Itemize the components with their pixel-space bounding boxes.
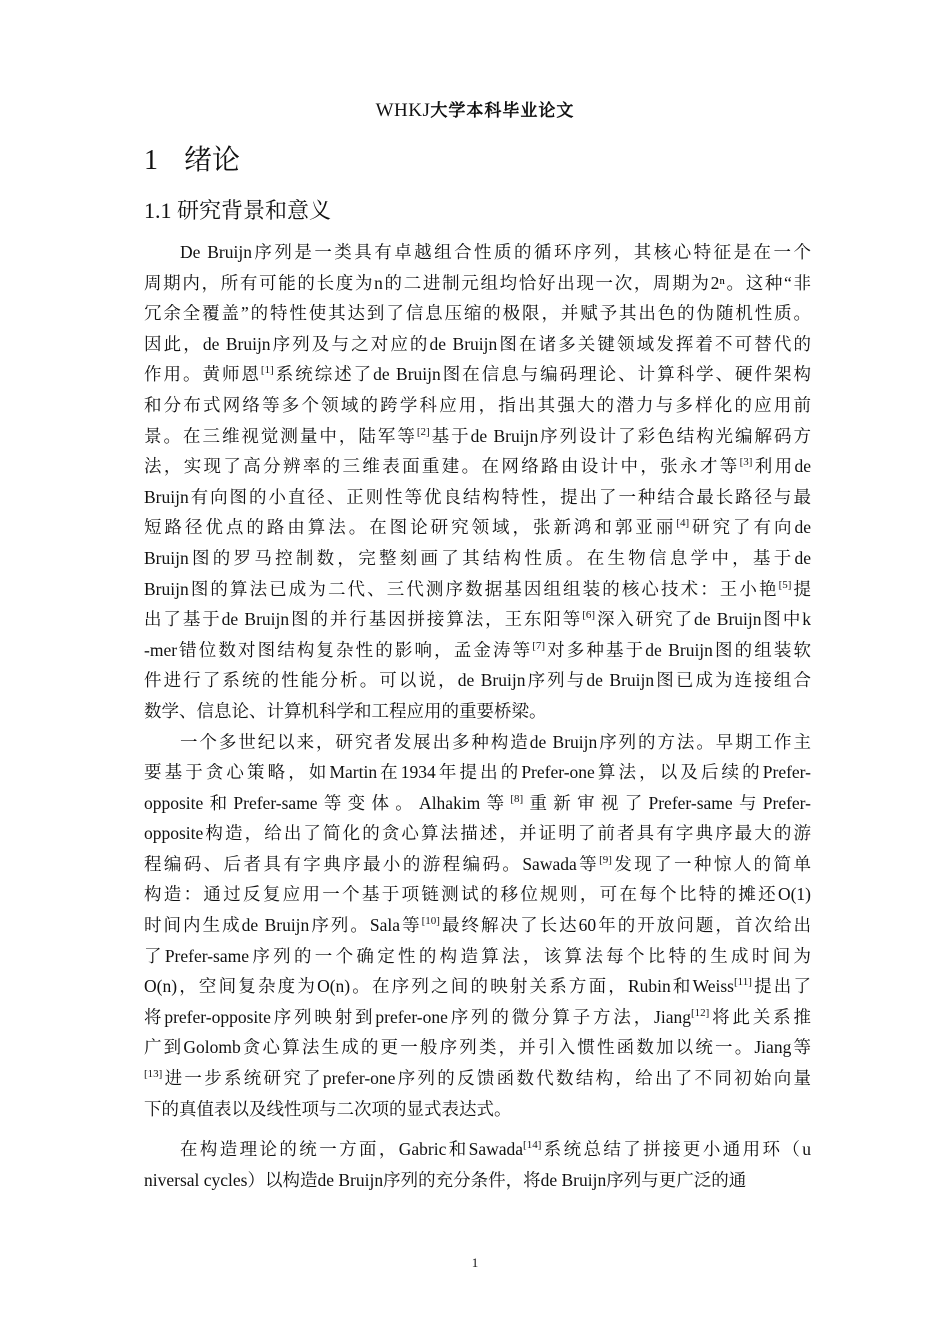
text-line: 法，实现了高分辨率的三维表面重建。在网络路由设计中，张永才等[3]利用de (144, 456, 811, 477)
text-line: 了Prefer-same序列的一个确定性的构造算法，该算法每个比特的生成时间为 (144, 945, 811, 966)
paragraph (144, 237, 811, 727)
text-line: 作用。黄师恩[1]系统综述了de Bruijn图在信息与编码理论、计算科学、硬件架构 (144, 364, 811, 385)
section-title: 研究背景和意义 (177, 199, 332, 224)
text-line: 件进行了系统的性能分析。可以说，de Bruijn序列与de Bruijn图已成为连接组合 (144, 670, 811, 691)
text-line: 下的真值表以及线性项与二次项的显式表达式。 (144, 1098, 512, 1119)
header-title-suffix: 大学本科毕业论文 (430, 101, 575, 121)
text-line: 将prefer-opposite序列映射到prefer-one序列的微分算子方法，Jiang[12]将此关系推 (144, 1006, 811, 1027)
citation: [14] (523, 1139, 542, 1152)
text-line: 短路径优点的路由算法。在图论研究领域，张新鸿和郭亚丽[4]研究了有向de (144, 517, 811, 538)
section-heading (144, 194, 331, 225)
text-line: Bruijn图的罗马控制数，完整刻画了其结构性质。在生物信息学中，基于de (144, 547, 811, 568)
citation: [9] (599, 853, 612, 866)
text-line: Bruijn图的算法已成为二代、三代测序数据基因组组装的核心技术：王小艳[5]提 (144, 578, 811, 599)
citation: [5] (778, 578, 792, 591)
text-line: 和分布式网络等多个领域的跨学科应用，指出其强大的潜力与多样化的应用前 (144, 394, 811, 415)
text-line: -mer错位数对图结构复杂性的影响，孟金涛等[7]对多种基于de Bruijn图的组装软 (144, 639, 811, 660)
text-line: niversal cycles）以构造de Bruijn序列的充分条件，将de Bruijn序列与更广泛的通 (144, 1169, 747, 1190)
citation: [2] (416, 425, 430, 438)
paragraph-gap (144, 1124, 811, 1134)
citation: [3] (739, 456, 753, 469)
text-line: 要基于贪心策略，如Martin在1934年提出的Prefer-one算法，以及后续的Prefer- (144, 762, 811, 783)
text-line: 数学、信息论、计算机科学和工程应用的重要桥梁。 (144, 700, 547, 721)
body-text (144, 237, 811, 1195)
text-line: 冗余全覆盖”的特性使其达到了信息压缩的极限，并赋予其出色的伪随机性质。 (144, 303, 811, 324)
citation: [10] (421, 915, 440, 928)
citation: [4] (676, 517, 690, 530)
citation: [7] (532, 639, 546, 652)
text-line: 程编码、后者具有字典序最小的游程编码。Sawada等[9]发现了一种惊人的简单 (144, 853, 811, 874)
text-line: 在构造理论的统一方面，Gabric和Sawada[14]系统总结了拼接更小通用环（u (180, 1139, 811, 1160)
text-line: 广到Golomb贪心算法生成的更一般序列类，并引入惯性函数加以统一。Jiang等 (144, 1037, 811, 1058)
citation: [8] (510, 792, 524, 805)
text-line: 景。在三维视觉测量中，陆军等[2]基于de Bruijn序列设计了彩色结构光编解码方 (144, 425, 811, 446)
section-number: 1.1 (144, 198, 172, 223)
text-line: 一个多世纪以来，研究者发展出多种构造de Bruijn序列的方法。早期工作主 (180, 731, 811, 752)
text-line: 时间内生成de Bruijn序列。Sala等[10]最终解决了长达60年的开放问题，首次给出 (144, 915, 811, 936)
text-line: 周期内，所有可能的长度为n的二进制元组均恰好出现一次，周期为2ⁿ。这种“非 (144, 272, 811, 293)
text-line: opposite和Prefer-same等变体。Alhakim等[8]重新审视了Prefer-same与Prefer- (144, 792, 811, 813)
text-line: De Bruijn序列是一类具有卓越组合性质的循环序列，其核心特征是在一个 (180, 242, 811, 262)
paragraph (144, 1134, 811, 1195)
text-line: [13]进一步系统研究了prefer-one序列的反馈函数代数结构，给出了不同初始向量 (144, 1068, 811, 1089)
chapter-title: 绪论 (184, 143, 241, 176)
text-line: 因此，de Bruijn序列及与之对应的de Bruijn图在诸多关键领域发挥着不可替代的 (144, 333, 811, 354)
text-line: 构造：通过反复应用一个基于项链测试的移位规则，可在每个比特的摊还O(1) (144, 884, 811, 905)
citation: [6] (582, 609, 596, 622)
chapter-number: 1 (144, 145, 158, 176)
running-header (0, 96, 950, 122)
text-line: Bruijn有向图的小直径、正则性等优良结构特性，提出了一种结合最长路径与最 (144, 486, 811, 507)
text-line: O(n)，空间复杂度为O(n)。在序列之间的映射关系方面，Rubin和Weiss[11]提出了 (144, 976, 811, 997)
text-line: opposite构造，给出了简化的贪心算法描述，并证明了前者具有字典序最大的游 (144, 823, 811, 844)
citation: [11] (734, 976, 752, 989)
citation: [1] (260, 364, 274, 377)
chapter-heading (144, 138, 240, 178)
paragraph (144, 727, 811, 1125)
page-number: 1 (471, 1255, 479, 1270)
citation: [13] (144, 1068, 163, 1081)
text-line: 出了基于de Bruijn图的并行基因拼接算法，王东阳等[6]深入研究了de Bruijn图中k (144, 609, 811, 630)
header-title: WHKJ (375, 100, 431, 121)
citation: [12] (691, 1006, 710, 1019)
